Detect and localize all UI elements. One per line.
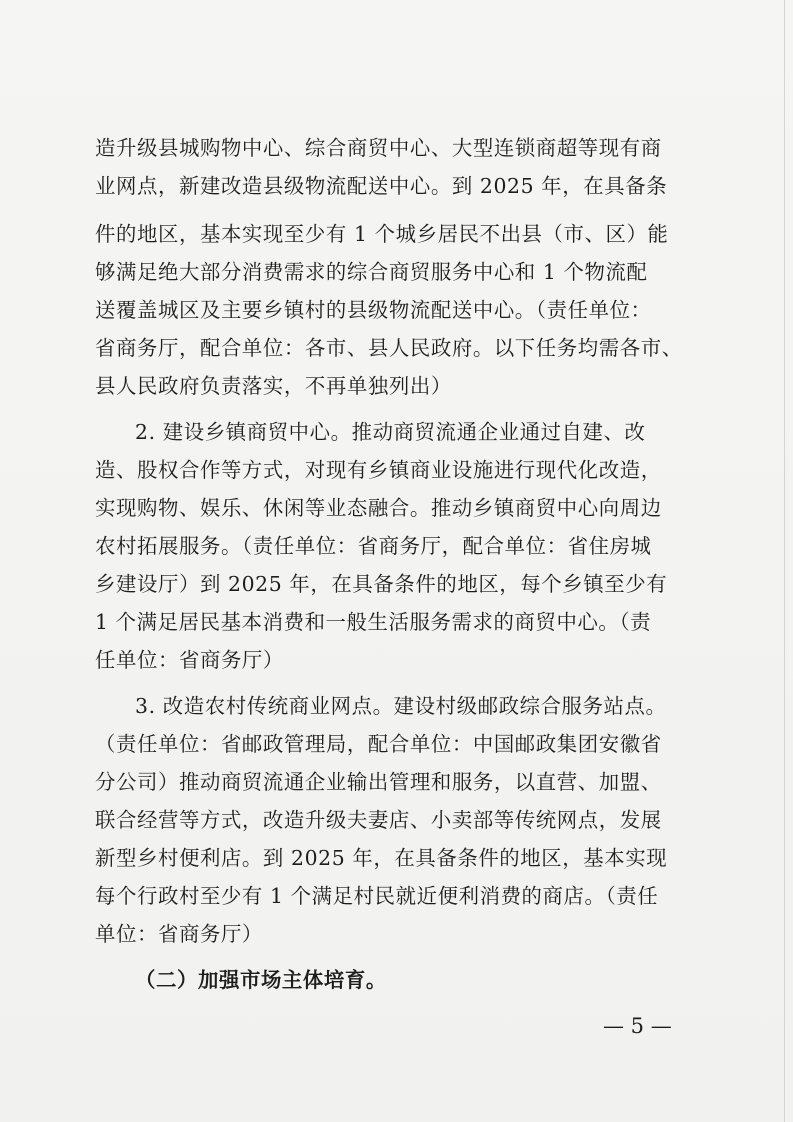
text-line: 造、股权合作等方式，对现有乡镇商业设施进行现代化改造， bbox=[95, 458, 662, 482]
text-line: 新型乡村便利店。到 2025 年，在具备条件的地区，基本实现 bbox=[95, 846, 668, 870]
text-line: 2. 建设乡镇商贸中心。推动商贸流通企业通过自建、改 bbox=[135, 420, 646, 444]
text-line: 农村拓展服务。（责任单位：省商务厅，配合单位：省住房城 bbox=[95, 534, 652, 558]
page-edge bbox=[784, 0, 785, 1122]
text-line: 够满足绝大部分消费需求的综合商贸服务中心和 1 个物流配 bbox=[95, 260, 648, 284]
text-line: 每个行政村至少有 1 个满足村民就近便利消费的商店。（责任 bbox=[95, 884, 659, 908]
text-line: 分公司）推动商贸流通企业输出管理和服务，以直营、加盟、 bbox=[95, 770, 662, 794]
text-line: 单位：省商务厅） bbox=[95, 922, 263, 946]
text-line: 业网点，新建改造县级物流配送中心。到 2025 年，在具备条 bbox=[95, 174, 668, 198]
text-line: 联合经营等方式，改造升级夫妻店、小卖部等传统网点，发展 bbox=[95, 808, 662, 832]
text-line: 县人民政府负责落实，不再单独列出） bbox=[95, 374, 452, 398]
text-line: 造升级县城购物中心、综合商贸中心、大型连锁商超等现有商 bbox=[95, 136, 662, 160]
text-line: 件的地区，基本实现至少有 1 个城乡居民不出县（市、区）能 bbox=[95, 222, 669, 246]
text-line: 乡建设厅）到 2025 年，在具备条件的地区，每个乡镇至少有 bbox=[95, 572, 668, 596]
text-line: 任单位：省商务厅） bbox=[95, 648, 284, 672]
section-heading: （二）加强市场主体培育。 bbox=[135, 968, 387, 992]
page-number: — 5 — bbox=[603, 1014, 672, 1038]
text-line: （责任单位：省邮政管理局，配合单位：中国邮政集团安徽省 bbox=[95, 732, 662, 756]
text-line: 1 个满足居民基本消费和一般生活服务需求的商贸中心。（责 bbox=[95, 610, 652, 634]
text-line: 省商务厅，配合单位：各市、县人民政府。以下任务均需各市、 bbox=[95, 336, 683, 360]
text-line: 3. 改造农村传统商业网点。建设村级邮政综合服务站点。 bbox=[135, 694, 667, 718]
text-line: 实现购物、娱乐、休闲等业态融合。推动乡镇商贸中心向周边 bbox=[95, 496, 662, 520]
text-line: 送覆盖城区及主要乡镇村的县级物流配送中心。（责任单位： bbox=[95, 298, 652, 322]
